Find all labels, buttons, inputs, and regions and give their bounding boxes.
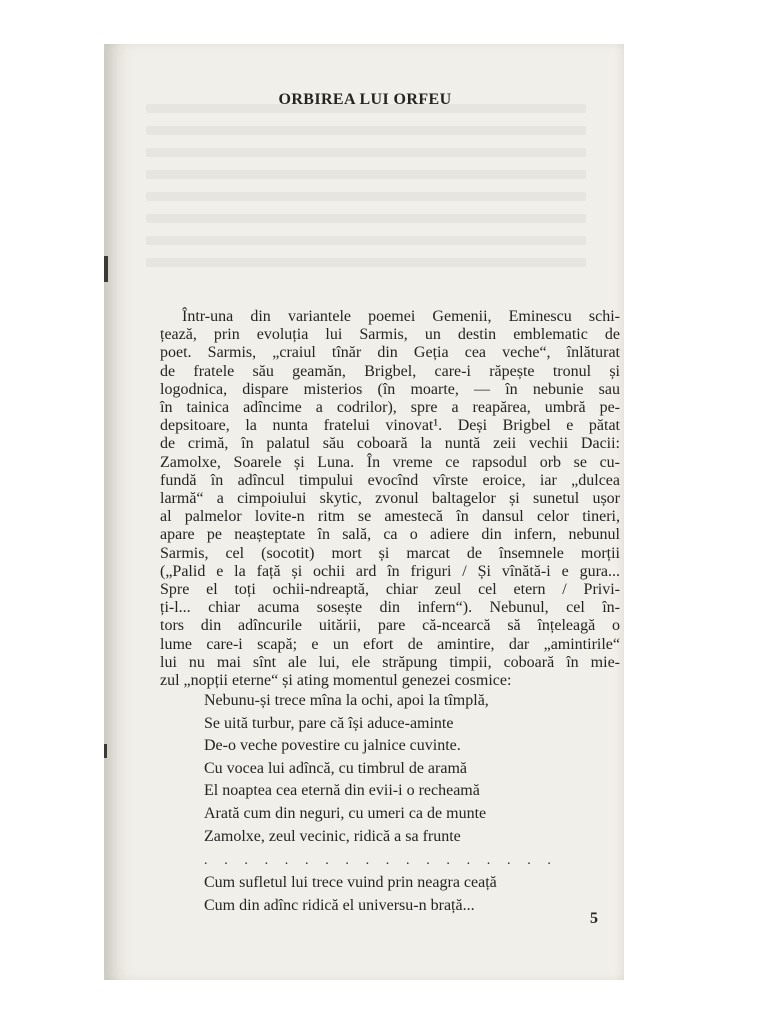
body-line: Într-una din variantele poemei Gemenii, Eminescu schi- — [182, 308, 620, 325]
body-line: fundă în adîncul timpului evocînd vîrste eroice, iar „dulcea — [160, 471, 620, 489]
body-line: („Palid e la față și ochii ard în friguri / Și vînătă-i e gura... — [160, 562, 620, 580]
body-line: țează, prin evoluția lui Sarmis, un destin emblematic de — [160, 326, 620, 344]
show-through-line — [146, 192, 586, 201]
poem-verse: Cu vocea lui adîncă, cu timbrul de aramă — [204, 759, 468, 777]
body-line: larmă“ a cimpoiului skytic, zvonul baltagelor și sunetul ușor — [160, 490, 620, 508]
poem-verse: Cum din adînc ridică el universu-n brață... — [204, 896, 475, 914]
poem-quote — [204, 690, 604, 917]
poem-ellipsis-separator: . . . . . . . . . . . . . . . . . . — [204, 853, 558, 869]
body-line: de crimă, în palatul său coboară la nuntă zeii vechii Dacii: — [160, 435, 620, 453]
poem-verse: Se uită turbur, pare că își aduce-aminte — [204, 714, 454, 732]
body-line: ți-l... chiar acuma sosește din infern“). Nebunul, cel în- — [160, 599, 620, 617]
show-through-line — [146, 148, 586, 157]
poem-verse: Cum sufletul lui trece vuind prin neagra ceață — [204, 874, 497, 892]
body-line: lume care-i scapă; e un efort de amintire, dar „amintirile“ — [160, 635, 620, 653]
body-line: poet. Sarmis, „craiul tînăr din Geția cea veche“, înlăturat — [160, 344, 620, 362]
body-line: zul „nopții eterne“ și ating momentul genezei cosmice: — [160, 672, 512, 690]
body-line: Spre el toți ochii-ndreaptă, chiar zeul cel etern / Privi- — [160, 581, 620, 599]
poem-verse: Zamolxe, zeul vecinic, ridică a sa frunte — [204, 827, 461, 845]
show-through-line — [146, 236, 586, 245]
body-line: în tainica adîncime a codrilor), spre a reapărea, umbră pe- — [160, 399, 620, 417]
show-through-line — [146, 258, 586, 267]
body-line: Zamolxe, Soarele și Luna. În vreme ce rapsodul orb se cu- — [160, 453, 620, 471]
body-line: al palmelor lovite-n ritm se amestecă în dansul celor tineri, — [160, 508, 620, 526]
show-through-line — [146, 170, 586, 179]
body-line: Sarmis, cel (socotit) mort și marcat de însemnele morții — [160, 544, 620, 562]
poem-verse: Arată cum din neguri, cu umeri ca de munte — [204, 804, 487, 822]
binding-mark — [104, 744, 107, 758]
chapter-title: ORBIREA LUI ORFEU — [278, 91, 452, 108]
body-line: lui nu mai sînt ale lui, ele străpung timpii, coboară în mie- — [160, 653, 620, 671]
poem-verse: De-o veche povestire cu jalnice cuvinte. — [204, 737, 461, 755]
poem-verse: Nebunu-și trece mîna la ochi, apoi la tîmplă, — [204, 692, 489, 709]
show-through-line — [146, 126, 586, 135]
body-line: depsitoare, la nunta fratelui vinovat¹. Deși Brigbel e pătat — [160, 417, 620, 435]
binding-mark — [104, 256, 108, 282]
poem-verse: El noaptea cea eternă din evii-i o recheamă — [204, 782, 480, 800]
body-line: tors din adîncurile uitării, pare că-ncearcă să înțeleagă o — [160, 617, 620, 635]
body-line: logodnica, dispare misterios (în moarte, — în nebunie sau — [160, 380, 620, 398]
show-through-line — [146, 214, 586, 223]
page-number: 5 — [590, 910, 598, 927]
book-page — [104, 44, 624, 980]
body-line: apare pe neașteptate în sală, ca o adiere din infern, nebunul — [160, 526, 620, 544]
body-paragraph — [160, 308, 620, 690]
body-line: de fratele său geamăn, Brigbel, care-i răpește tronul și — [160, 362, 620, 380]
